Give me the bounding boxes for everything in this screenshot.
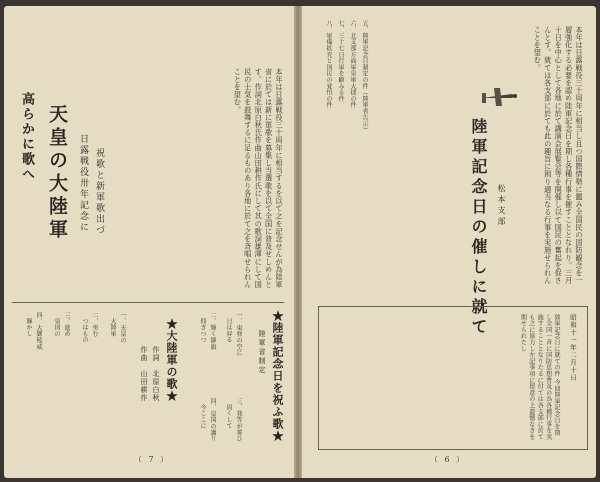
article-body: 本年は日露戦役三十周年に相当するを以て之を記念せんが為陸軍省に於ては新に軍歌を募集し当選歌を以て全国に普及せしめんとす。作詞北原白秋氏作曲山田耕作氏にして其の歌詞雄渾にして国民の士気を鼓舞するに足るものあり各地に於て之を斉唱せられんことを望む。: [233, 68, 284, 289]
song2-lyric: 大陸軍: [109, 318, 116, 337]
song2-credit-lyric: 作詞 北原白秋: [152, 346, 160, 402]
song1-title: ★陸軍記念日を祝ふ歌★: [271, 310, 284, 442]
list-item: 六、北支那方面軍皇軍大捷の件: [349, 20, 356, 109]
top-heading: 高らかに歌へ: [19, 92, 34, 182]
song2-lyric: 皇国の: [53, 318, 60, 337]
article-author: 松本支部: [497, 184, 506, 228]
song1-lyric: 日は昇る: [225, 318, 232, 344]
notice-date: 昭和十一年二月十日: [569, 314, 577, 382]
left-page: [4, 6, 294, 478]
book-gutter: [294, 6, 302, 478]
article-title: 陸軍記念日の催しに就て: [469, 118, 488, 338]
song1-lyric: 四、皇国の護り: [209, 398, 216, 443]
song2-lyric: 四、大御稜威: [35, 312, 42, 350]
article-body-left-column: [378, 76, 468, 288]
song2-lyric: 三、進め: [63, 312, 70, 338]
right-page: [302, 6, 596, 478]
song2-credit-music: 作曲 山田耕作: [140, 346, 148, 402]
song1-lyric: 三、我等が誓ひ: [235, 398, 242, 443]
list-item: 八、軍備拡充と国民の覚悟の件: [325, 20, 332, 109]
list-item: 五、陸軍記念日制定の件（陸軍省告示）: [361, 20, 368, 134]
article-subtitle: 日露戦役卅年記念に: [78, 134, 88, 233]
article-subtitle-2: 祝歌と新軍歌出づ: [94, 148, 104, 236]
song1-lyric: 二、輝く御旗: [209, 312, 216, 350]
list-item: 七、三十七日行軍を顧みる件: [337, 20, 344, 102]
song1-lyric: 一、東亜の空に: [235, 312, 242, 357]
notice-body: 陸軍記念日に就ての件 今回陸軍記念日を期し全国一斉に国防思想普及の為各種行事を実施することとなりたるに付ては各支部に於ても之に協力し左記事項に留意の上遺憾なきを期せられたし: [519, 314, 560, 440]
page-number-left: （ 7 ）: [134, 455, 171, 464]
song1-lyric: 仰ぎつつ: [199, 318, 206, 344]
song2-lyric: 二、勇む: [91, 312, 98, 338]
page-number-right: （ 6 ）: [430, 455, 467, 464]
song2-lyric: 一、天皇の: [119, 312, 126, 344]
song2-lyric: つはもの: [81, 318, 88, 344]
article-title: 天皇の大陸軍: [46, 104, 68, 242]
song1-lyric: 固くして: [225, 404, 232, 430]
song2-title: ★大陸軍の歌★: [165, 318, 178, 402]
song1-credit: 陸軍省制定: [258, 330, 266, 375]
article-body: 本年は日露戦役三十周年に相当し且つ国際情勢に鑑み全国民の国防観念を一層強化する必要を認め陸軍記念日を期し各種行事を催すこととなれり。三月十日を中心として各地に於て講演会展覧会等を開催し以て国民の奮起を促さんとす。就ては各支部に於ても此の趣旨に則り適当なる行事を実施せられんことを望む。: [533, 26, 584, 285]
song1-lyric: 今ここに: [199, 404, 206, 430]
song2-lyric: 輝かし: [25, 318, 32, 337]
section-divider: [12, 302, 284, 303]
